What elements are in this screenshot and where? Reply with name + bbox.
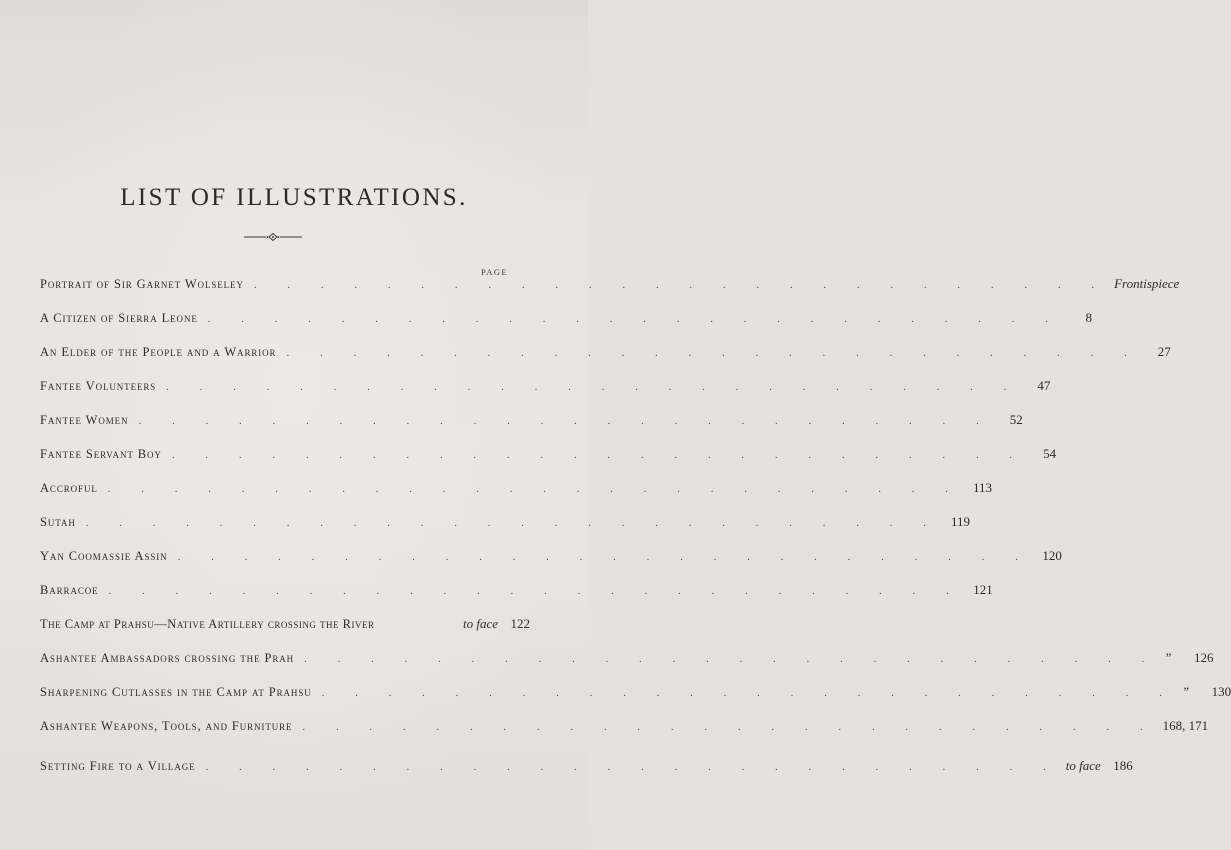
illustration-entry (40, 684, 1231, 706)
dot-leader: . . . . . . . . . . . . . . . . . . . . . . . . . . (171, 449, 1027, 461)
dot-leader: . . . . . . . . . . . . . . . . . . . . . . . . . . (302, 721, 1157, 733)
illustration-entry (40, 412, 1023, 434)
entry-title: Fantee Servant Boy (40, 447, 162, 461)
entry-title: A Citizen of Sierra Leone (40, 311, 198, 325)
entry-title: Sharpening Cutlasses in the Camp at Prahsu (40, 685, 312, 699)
illustration-entry (40, 344, 1171, 366)
entry-page: 120 (1042, 548, 1062, 563)
entry-page: 8 (1085, 310, 1092, 325)
dot-leader: . . . . . . . . . . . . . . . . . . . . . . . . . . (138, 415, 993, 427)
entry-page: 119 (950, 514, 970, 529)
dot-leader: . . . . . . . . . . . . . . . . . . . . . . . . . . (177, 551, 1032, 563)
illustration-entry (40, 378, 1051, 400)
dot-leader: . . . . . . . . . . . . . . . . . . . . . . . . . . (304, 653, 1159, 665)
entry-title: Portrait of Sir Garnet Wolseley (40, 277, 244, 291)
entry-page: 126 (1194, 650, 1214, 665)
illustration-entry (40, 446, 1057, 468)
illustration-entry (40, 616, 530, 638)
entry-page: 186 (1113, 758, 1133, 773)
entry-note: to face (1065, 758, 1101, 773)
entry-page: 121 (973, 582, 993, 597)
dot-leader: . . . . . . . . . . . . . . . . . . . . . . . . . . (107, 483, 962, 495)
entry-page: 47 (1037, 378, 1051, 393)
entry-page: 54 (1043, 446, 1057, 461)
dot-leader: . . . . . . . . . . . . . . . . . . . . . . . . . . (207, 313, 1062, 325)
dot-leader: . . . . . . . . . . . . . . . . . . . . . . . . . . (166, 381, 1021, 393)
entry-title: Fantee Volunteers (40, 379, 157, 393)
ditto-mark: ” (1181, 684, 1190, 699)
page-column-header: PAGE (481, 267, 509, 277)
page-title: LIST OF ILLUSTRATIONS. (120, 184, 468, 211)
illustration-entry (40, 514, 970, 536)
entry-page: 27 (1157, 344, 1171, 359)
illustration-entry (40, 548, 1062, 570)
illustration-entry (40, 310, 1092, 332)
entry-title: Accroful (40, 481, 98, 495)
entry-title: Fantee Women (40, 413, 129, 427)
entry-page: 113 (972, 480, 992, 495)
dot-leader: . . . . . . . . . . . . . . . . . . . . . . . . . . (321, 687, 1176, 699)
ditto-mark: ” (1164, 650, 1172, 665)
illustration-entry (40, 582, 993, 604)
entry-title: Sutah (40, 515, 76, 529)
entry-title: Barracoe (40, 583, 99, 597)
entry-note: to face (462, 616, 498, 631)
entry-title: Yan Coomassie Assin (40, 549, 168, 563)
entry-note: Frontispiece (1114, 276, 1180, 291)
illustration-entry (40, 758, 1133, 780)
rule-with-diamond-ornament-icon (244, 232, 302, 242)
entry-title: An Elder of the People and a Warrior (40, 345, 277, 359)
dot-leader: . . . . . . . . . . . . . . . . . . . . . . . . . . (286, 347, 1141, 359)
entry-page: 168, 171 (1162, 718, 1209, 733)
entry-page: 52 (1009, 412, 1023, 427)
dot-leader: . . . . . . . . . . . . . . . . . . . . . . . . . . (108, 585, 963, 597)
dot-leader: . . . . . . . . . . . . . . . . . . . . . . . . . . (85, 517, 940, 529)
entry-title: The Camp at Prahsu—Native Artillery crossing the River (40, 617, 375, 631)
entry-page: 122 (510, 616, 530, 631)
illustration-entry (40, 718, 1209, 740)
illustration-entry (40, 480, 992, 502)
dot-leader: . . . . . . . . . . . . . . . . . . . . . . . . . . (205, 761, 1060, 773)
dot-leader: . . . . . . . . . . . . . . . . . . . . . . . . . . (253, 279, 1109, 291)
entry-title: Ashantee Ambassadors crossing the Prah (40, 651, 295, 665)
entry-page: 130 (1211, 684, 1231, 699)
entry-title: Ashantee Weapons, Tools, and Furniture (40, 719, 293, 733)
illustration-entry (40, 650, 1214, 672)
entry-title: Setting Fire to a Village (40, 759, 196, 773)
illustration-entry (40, 276, 1180, 298)
